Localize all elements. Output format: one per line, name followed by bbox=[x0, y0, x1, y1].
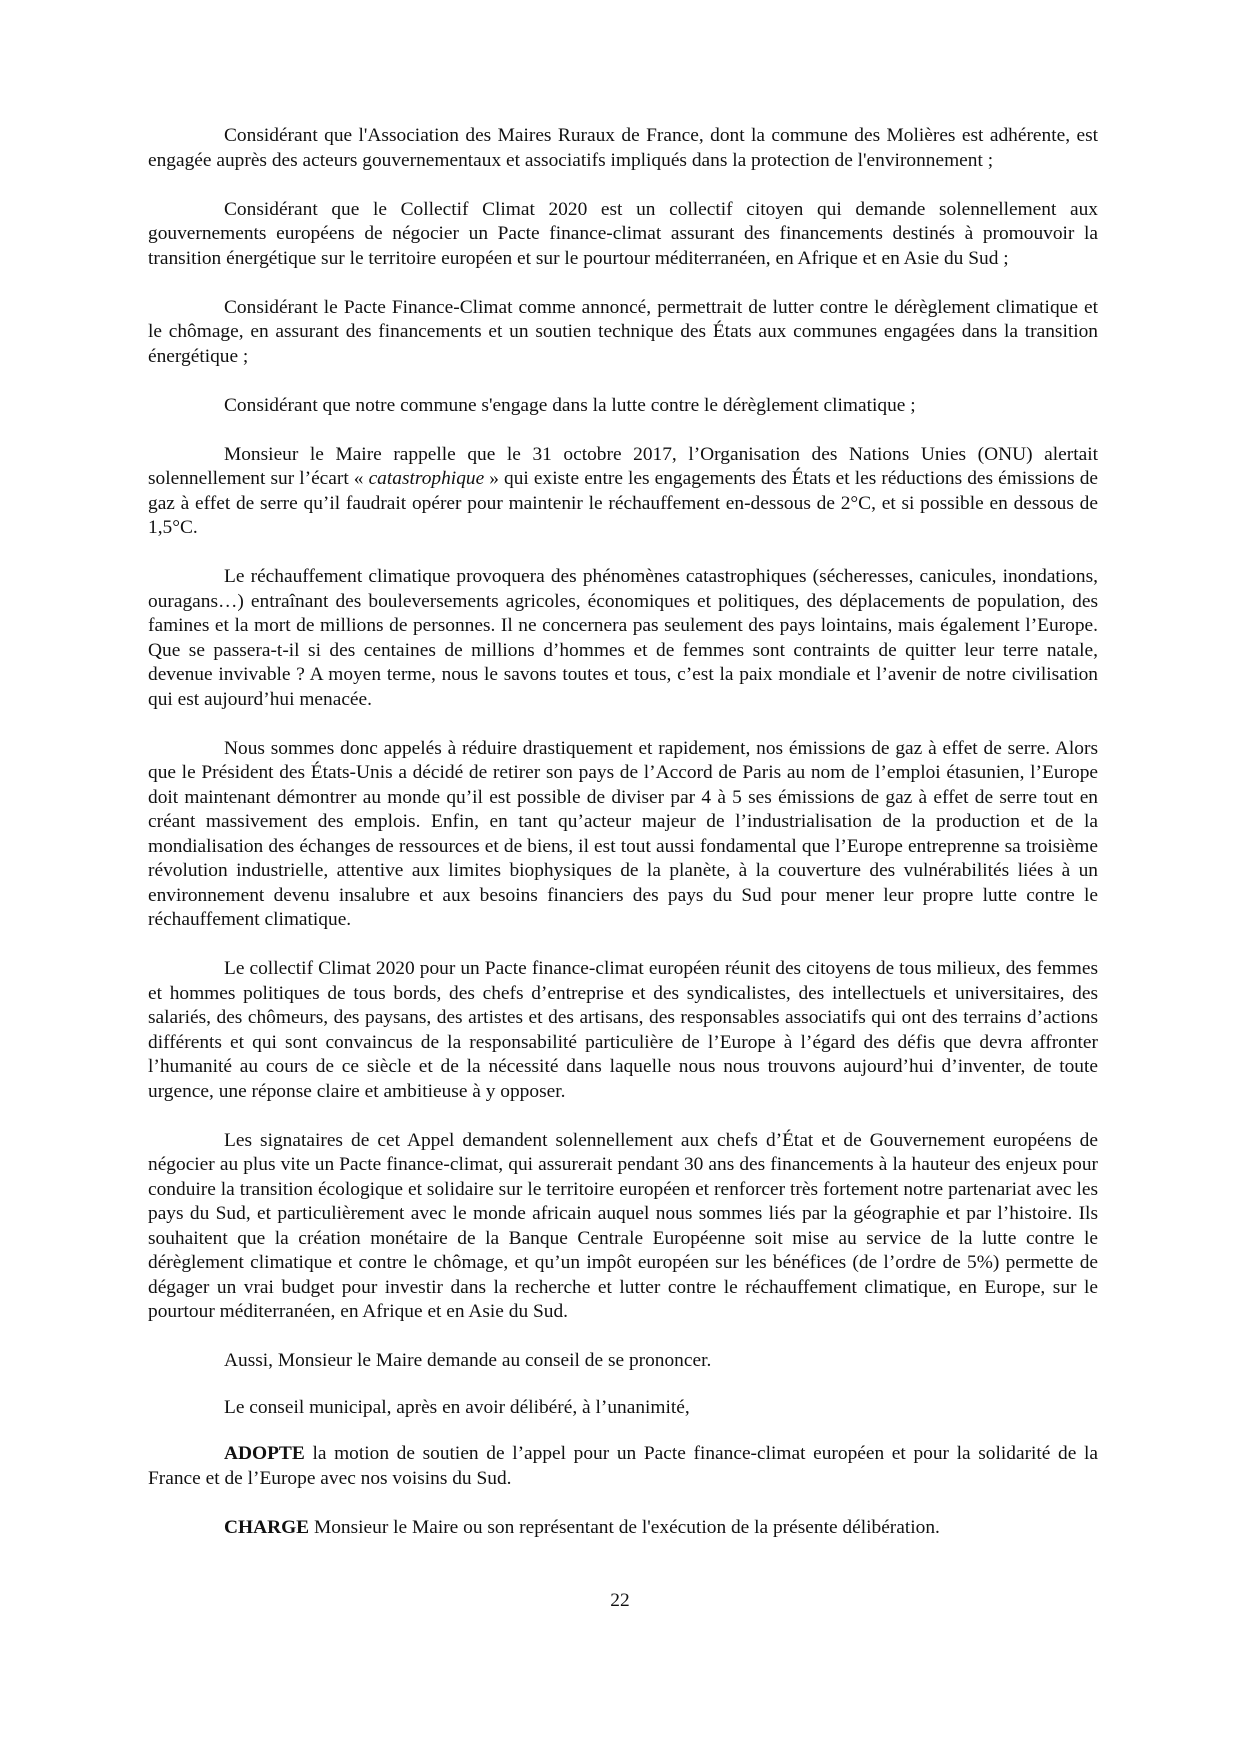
page-number: 22 bbox=[610, 1590, 630, 1611]
paragraph-signataires: Les signataires de cet Appel demandent solennellement aux chefs d’État et de Gouvernement européens de négocier au plus vite un Pacte finance-climat, qui assurerait pendant 30 ans des financements à la hauteur des enjeux pour conduire la transition écologique et solidaire sur le territoire européen et renforcer très fortement notre partenariat avec les pays du Sud, et particulièrement avec le monde africain auquel nous sommes liés par la géographie et par l’histoire. Ils souhaitent que la création monétaire de la Banque Centrale Européenne soit mise au service de la lutte contre le dérèglement climatique et contre le chômage, et qu’un impôt européen sur les bénéfices (de l’ordre de 5%) permette de dégager un vrai budget pour investir dans la recherche et lutter contre le réchauffement climatique, en Europe, sur le pourtour méditerranéen, en Afrique et en Asie du Sud. bbox=[148, 1129, 1098, 1322]
paragraph-charge-text: Monsieur le Maire ou son représentant de l'exécution de la présente délibération. bbox=[309, 1516, 940, 1538]
paragraph-conseil-delibere: Le conseil municipal, après en avoir délibéré, à l’unanimité, bbox=[224, 1396, 690, 1418]
paragraph-collectif-climat: Le collectif Climat 2020 pour un Pacte finance-climat européen réunit des citoyens de tous milieux, des femmes et hommes politiques de tous bords, des chefs d’entreprise et des syndicalistes, des intellectuels et universitaires, des salariés, des chômeurs, des paysans, des artistes et des artisans, des responsables associatifs qui ont des terrains d’actions différents et qui sont convaincus de la responsabilité particulière de l’Europe à l’égard des défis que devra affronter l’humanité au cours de ce siècle et de la nécessité dans laquelle nous nous trouvons aujourd’hui d’inventer, de toute urgence, une réponse claire et ambitieuse à y opposer. bbox=[148, 958, 1098, 1102]
document-body bbox=[148, 124, 1098, 1565]
paragraph-onu-italic-word: catastrophique bbox=[368, 468, 485, 489]
paragraph-onu-text-after: » qui existe entre les engagements des États et les réductions des émissions de gaz à effet de serre qu’il faudrait opérer pour maintenir le réchauffement en-dessous de 2°C, et si possible en dessous de 1,5°C. bbox=[148, 468, 1098, 538]
paragraph-considerant-commune: Considérant que notre commune s'engage dans la lutte contre le dérèglement climatique ; bbox=[224, 394, 916, 416]
paragraph-onu-alert bbox=[148, 443, 1098, 541]
paragraph-considerant-amrf: Considérant que l'Association des Maires Ruraux de France, dont la commune des Molières est adhérente, est engagée auprès des acteurs gouvernementaux et associatifs impliqués dans la protection de l'environnement ; bbox=[148, 125, 1098, 171]
paragraph-onu-text-before: Monsieur le Maire rappelle que le 31 octobre 2017, l’Organisation des Nations Unies (ONU) alertait solennellement sur l’écart « bbox=[148, 443, 1098, 489]
paragraph-adopte bbox=[148, 1442, 1098, 1491]
paragraph-rechauffement: Le réchauffement climatique provoquera des phénomènes catastrophiques (sécheresses, canicules, inondations, ouragans…) entraînant des bouleversements agricoles, économiques et politiques, des déplacements de population, des famines et la mort de millions de personnes. Il ne concernera pas seulement des pays lointains, mais également l’Europe. Que se passera-t-il si des centaines de millions d’hommes et de femmes sont contraints de quitter leur terre natale, devenue invivable ? A moyen terme, nous le savons toutes et tous, c’est la paix mondiale et l’avenir de notre civilisation qui est aujourd’hui menacée. bbox=[148, 566, 1098, 710]
keyword-adopte: ADOPTE bbox=[224, 1443, 305, 1464]
paragraph-adopte-text: la motion de soutien de l’appel pour un Pacte finance-climat européen et pour la solidarité de la France et de l’Europe avec nos voisins du Sud. bbox=[148, 1443, 1098, 1489]
paragraph-considerant-collectif: Considérant que le Collectif Climat 2020 est un collectif citoyen qui demande solennellement aux gouvernements européens de négocier un Pacte finance-climat assurant des financements destinés à promouvoir la transition énergétique sur le territoire européen et sur le pourtour méditerranéen, en Afrique et en Asie du Sud ; bbox=[148, 198, 1098, 269]
paragraph-considerant-pacte: Considérant le Pacte Finance-Climat comme annoncé, permettrait de lutter contre le dérèglement climatique et le chômage, en assurant des financements et un soutien technique des États aux communes engagées dans la transition énergétique ; bbox=[148, 296, 1098, 367]
paragraph-emissions: Nous sommes donc appelés à réduire drastiquement et rapidement, nos émissions de gaz à effet de serre. Alors que le Président des États-Unis a décidé de retirer son pays de l’Accord de Paris au nom de l’emploi étasunien, l’Europe doit maintenant démontrer au monde qu’il est possible de diviser par 4 à 5 ses émissions de gaz à effet de serre tout en créant massivement des emplois. Enfin, en tant qu’acteur majeur de l’industrialisation de la production et de la mondialisation des échanges de ressources et de biens, il est tout aussi fondamental que l’Europe entreprenne sa troisième révolution industrielle, attentive aux limites biophysiques de la planète, à la couverture des vulnérabilités liées à un environnement devenu insalubre et aux besoins financiers des pays du Sud pour mener leur propre lutte contre le réchauffement climatique. bbox=[148, 737, 1098, 930]
keyword-charge: CHARGE bbox=[224, 1516, 310, 1538]
paragraph-maire-demande: Aussi, Monsieur le Maire demande au conseil de se prononcer. bbox=[224, 1350, 712, 1371]
paragraph-charge bbox=[148, 1516, 1098, 1541]
